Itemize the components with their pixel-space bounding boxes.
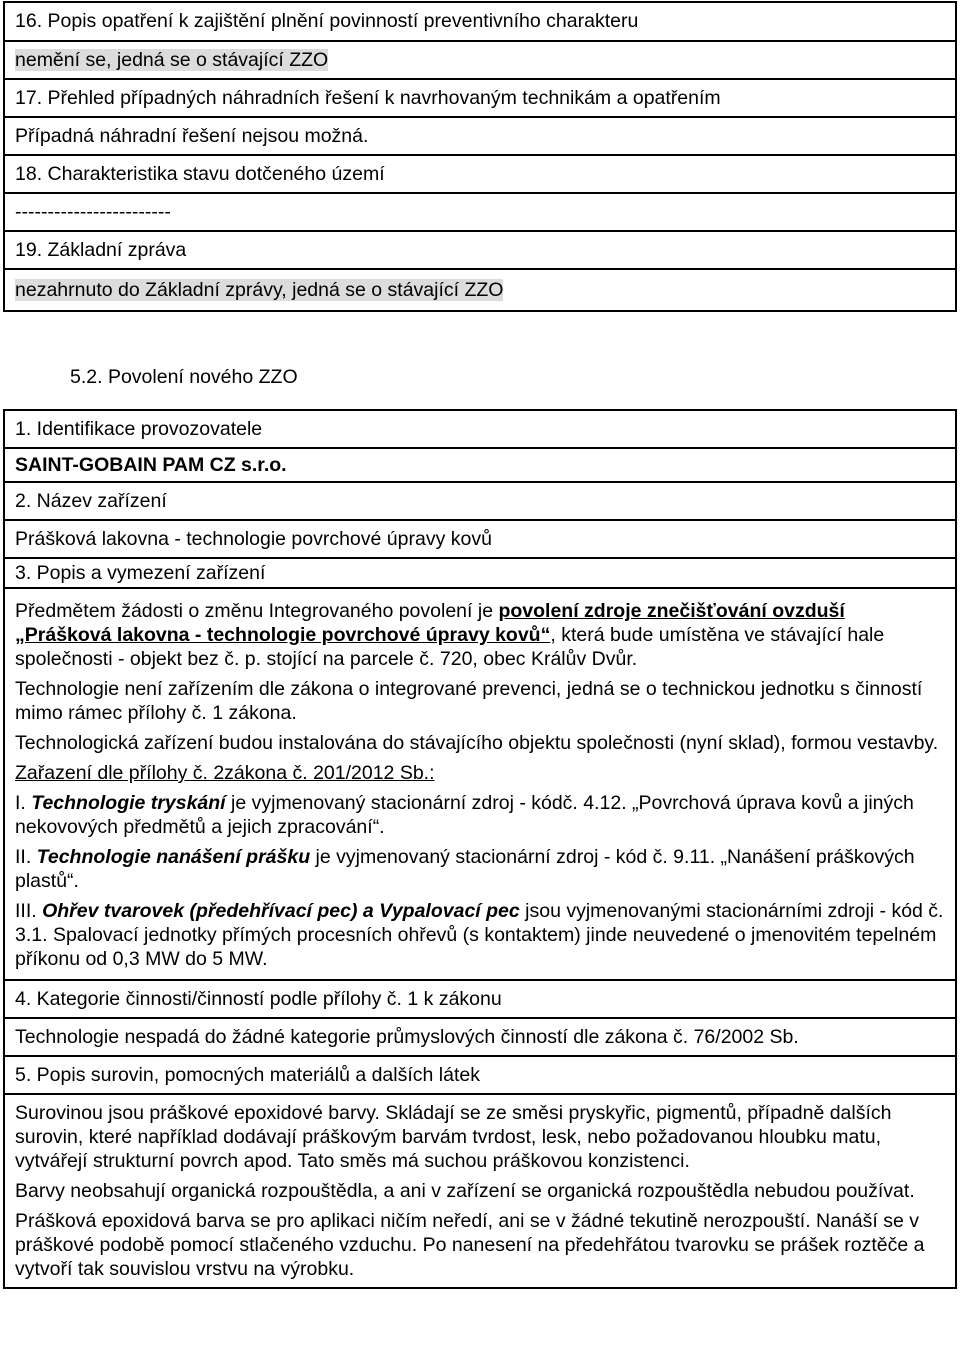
- s4-label: 4. Kategorie činnosti/činností podle přílohy č. 1 k zákonu: [4, 980, 956, 1018]
- s5-paragraph-3: Prášková epoxidová barva se pro aplikaci ničím neředí, ani se v žádné tekutině nerozpouští. Nanáší se v práškové podobě pomocí stlačeného vzduchu. Po nanesení na předehřátou tvarovku se prášek roztěče a vytvoří tak souvislou vrstvu na výrobku.: [15, 1210, 925, 1280]
- s5-paragraph-2: Barvy neobsahují organická rozpouštědla, a ani v zařízení se organická rozpouštědla nebudou používat.: [15, 1180, 915, 1202]
- s3-paragraph-3: Technologická zařízení budou instalována do stávajícího objektu společnosti (nyní sklad), formou vestavby.: [15, 732, 939, 754]
- row-16-label: 16. Popis opatření k zajištění plnění povinností preventivního charakteru: [4, 2, 956, 41]
- s3-item-ii: II. Technologie nanášení prášku je vyjmenovaný stacionární zdroj - kód č. 9.11. „Nanášení práškových plastů“.: [15, 846, 915, 892]
- s3-item-i: I. Technologie tryskání je vyjmenovaný stacionární zdroj - kódč. 4.12. „Povrchová úprava kovů a jiných nekovových předmětů a jejich zpracování“.: [15, 792, 914, 838]
- bottom-table: [3, 409, 957, 1289]
- s3-body: [4, 588, 956, 980]
- row-17-value: Případná náhradní řešení nejsou možná.: [4, 117, 956, 155]
- s3-paragraph-1: Předmětem žádosti o změnu Integrovaného povolení je povolení zdroje znečišťování ovzduší „Prášková lakovna - technologie povrchové úpravy kovů“, která bude umístěna ve stávající hale společnosti - objekt bez č. p. stojící na parcele č. 720, obec Králův Dvůr.: [15, 600, 885, 670]
- s3-label: 3. Popis a vymezení zařízení: [4, 558, 956, 588]
- row-18-label: 18. Charakteristika stavu dotčeného území: [4, 155, 956, 193]
- row-16-value: nemění se, jedná se o stávající ZZO: [4, 41, 956, 79]
- s3-item-iii: III. Ohřev tvarovek (předehřívací pec) a Vypalovací pec jsou vyjmenovanými stacionárními zdroji - kód č. 3.1. Spalovací jednotky přímých procesních ohřevů (s kontaktem) jinde neuvedené o jmenovitém tepelném příkonu od 0,3 MW do 5 MW.: [15, 900, 944, 970]
- row-19-value: nezahrnuto do Základní zprávy, jedná se o stávající ZZO: [4, 269, 956, 311]
- s5-label: 5. Popis surovin, pomocných materiálů a dalších látek: [4, 1056, 956, 1094]
- s3-paragraph-4: Zařazení dle přílohy č. 2zákona č. 201/2012 Sb.:: [15, 762, 435, 784]
- s5-paragraph-1: Surovinou jsou práškové epoxidové barvy. Skládají se ze směsi pryskyřic, pigmentů, případně dalších surovin, které například dodávají práškovým barvám tvrdost, lesk, nebo požadovanou hloubku matu, vytvářejí strukturní povrch apod. Tato směs má suchou práškovou konzistenci.: [15, 1102, 892, 1172]
- row-18-value: ------------------------: [4, 193, 956, 231]
- s4-value: Technologie nespadá do žádné kategorie průmyslových činností dle zákona č. 76/2002 Sb.: [4, 1018, 956, 1056]
- s3-paragraph-2: Technologie není zařízením dle zákona o integrované prevenci, jedná se o technickou jednotku s činností mimo rámec přílohy č. 1 zákona.: [15, 678, 923, 724]
- s5-body: [4, 1094, 956, 1288]
- s1-label: 1. Identifikace provozovatele: [4, 410, 956, 448]
- s2-value: Prášková lakovna - technologie povrchové úpravy kovů: [4, 520, 956, 558]
- top-table: [3, 1, 957, 312]
- s2-label: 2. Název zařízení: [4, 482, 956, 520]
- row-19-label: 19. Základní zpráva: [4, 231, 956, 269]
- s1-value: SAINT-GOBAIN PAM CZ s.r.o.: [4, 448, 956, 482]
- section-heading: 5.2. Povolení nového ZZO: [70, 366, 298, 388]
- row-17-label: 17. Přehled případných náhradních řešení k navrhovaným technikám a opatřením: [4, 79, 956, 117]
